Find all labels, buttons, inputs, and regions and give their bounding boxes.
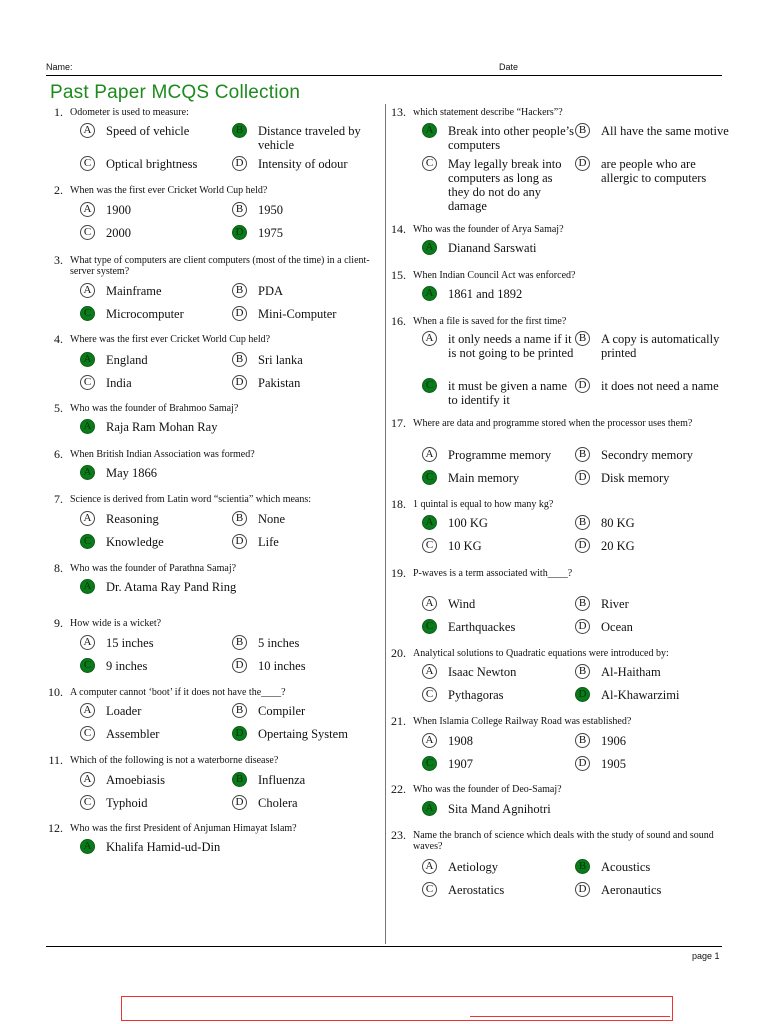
option-text: 2000	[106, 226, 131, 240]
option-d[interactable]	[232, 157, 383, 171]
option-a[interactable]	[422, 516, 576, 530]
option-d[interactable]	[575, 757, 729, 771]
option-text: May legally break into computers as long as they do not do any damage	[448, 157, 562, 213]
option-b[interactable]	[575, 124, 729, 138]
answer-bubble[interactable]: C	[80, 726, 95, 741]
answer-bubble[interactable]: D	[575, 156, 590, 171]
question-1	[41, 106, 381, 119]
option-d[interactable]	[575, 471, 729, 485]
option-text: it must be given a name to identify it	[448, 379, 568, 407]
option-c[interactable]	[422, 883, 576, 897]
option-text: Disk memory	[601, 471, 670, 485]
option-c[interactable]	[422, 757, 576, 771]
answer-bubble[interactable]: D	[575, 687, 590, 702]
option-a[interactable]	[80, 840, 256, 854]
option-b[interactable]	[575, 597, 729, 611]
answer-bubble[interactable]: A	[422, 331, 437, 346]
header-rule	[46, 75, 722, 76]
answer-bubble[interactable]: D	[575, 619, 590, 634]
question-21	[384, 715, 714, 728]
question-19	[384, 567, 714, 580]
answer-bubble[interactable]: B	[575, 515, 590, 530]
answer-bubble[interactable]: A	[422, 123, 437, 138]
option-d[interactable]	[575, 539, 729, 553]
question-number: 20.	[391, 646, 406, 660]
option-b[interactable]	[232, 512, 383, 526]
option-text: 15 inches	[106, 636, 154, 650]
answer-bubble[interactable]: C	[422, 882, 437, 897]
question-text: P-waves is a term associated with____?	[413, 568, 573, 579]
question-text: Who was the founder of Arya Samaj?	[413, 224, 564, 235]
question-4	[41, 333, 381, 346]
answer-bubble[interactable]: D	[575, 538, 590, 553]
question-text: How wide is a wicket?	[70, 618, 162, 629]
option-a[interactable]	[422, 287, 598, 301]
answer-bubble[interactable]: B	[232, 123, 247, 138]
option-d[interactable]	[232, 376, 383, 390]
option-a[interactable]	[422, 448, 576, 462]
answer-bubble[interactable]: B	[232, 202, 247, 217]
question-number: 8.	[54, 561, 63, 575]
option-d[interactable]	[575, 620, 729, 634]
option-c[interactable]	[422, 620, 576, 634]
question-16	[384, 315, 714, 328]
date-label: Date	[499, 62, 519, 72]
answer-bubble[interactable]: C	[80, 225, 95, 240]
option-b[interactable]	[232, 773, 383, 787]
option-text: 1861 and 1892	[448, 287, 523, 301]
option-text: 1950	[258, 203, 283, 217]
question-8	[41, 562, 381, 575]
answer-bubble[interactable]: D	[232, 375, 247, 390]
red-underline	[470, 1016, 670, 1017]
question-number: 19.	[391, 566, 406, 580]
option-text: 5 inches	[258, 636, 300, 650]
answer-bubble[interactable]: A	[422, 733, 437, 748]
question-number: 2.	[54, 183, 63, 197]
answer-bubble[interactable]: D	[575, 378, 590, 393]
red-box	[121, 996, 673, 1021]
answer-bubble[interactable]: A	[80, 511, 95, 526]
answer-bubble[interactable]: C	[80, 306, 95, 321]
option-text: River	[601, 597, 629, 611]
option-a[interactable]	[80, 203, 231, 217]
option-b[interactable]	[575, 516, 729, 530]
option-d[interactable]	[575, 157, 729, 185]
option-text: 1905	[601, 757, 626, 771]
answer-bubble[interactable]: A	[422, 859, 437, 874]
option-text: India	[106, 376, 132, 390]
answer-bubble[interactable]: A	[422, 447, 437, 462]
option-text: Influenza	[258, 773, 306, 787]
option-text: Break into other people’s computers	[448, 124, 575, 152]
question-number: 10.	[48, 685, 63, 699]
question-20	[384, 647, 714, 660]
option-text: Al-Khawarzimi	[601, 688, 680, 702]
question-6	[41, 448, 381, 461]
answer-bubble[interactable]: A	[80, 419, 95, 434]
question-number: 1.	[54, 105, 63, 119]
answer-bubble[interactable]: C	[422, 619, 437, 634]
answer-bubble[interactable]: A	[422, 286, 437, 301]
question-text: Who was the founder of Deo-Samaj?	[413, 784, 562, 795]
answer-bubble[interactable]: A	[80, 703, 95, 718]
option-b[interactable]	[575, 734, 729, 748]
question-10	[41, 686, 381, 699]
question-number: 17.	[391, 416, 406, 430]
option-c[interactable]	[80, 226, 231, 240]
answer-bubble[interactable]: B	[575, 859, 590, 874]
option-a[interactable]	[80, 773, 231, 787]
question-number: 9.	[54, 616, 63, 630]
option-b[interactable]	[232, 636, 383, 650]
answer-bubble[interactable]: D	[232, 306, 247, 321]
option-b[interactable]	[232, 284, 383, 298]
answer-bubble[interactable]: D	[232, 795, 247, 810]
option-a[interactable]	[80, 512, 231, 526]
option-b[interactable]	[575, 665, 729, 679]
option-d[interactable]	[232, 659, 383, 673]
option-text: Mini-Computer	[258, 307, 337, 321]
option-a[interactable]	[80, 284, 231, 298]
answer-bubble[interactable]: B	[575, 664, 590, 679]
question-text: Where was the first ever Cricket World Cup held?	[70, 334, 271, 345]
answer-bubble[interactable]: A	[422, 801, 437, 816]
option-d[interactable]	[232, 535, 383, 549]
question-number: 3.	[54, 253, 63, 267]
option-text: None	[258, 512, 286, 526]
option-d[interactable]	[232, 226, 383, 240]
option-text: May 1866	[106, 466, 158, 480]
question-number: 6.	[54, 447, 63, 461]
option-text: 9 inches	[106, 659, 148, 673]
question-number: 14.	[391, 222, 406, 236]
answer-bubble[interactable]: A	[80, 635, 95, 650]
option-d[interactable]	[575, 379, 729, 393]
question-5	[41, 402, 381, 415]
question-text: Name the branch of science which deals with the study of sound and sound waves?	[413, 830, 714, 852]
answer-bubble[interactable]: A	[80, 123, 95, 138]
question-text: Odometer is used to measure:	[70, 107, 189, 118]
answer-bubble[interactable]: D	[575, 756, 590, 771]
option-text: Sri lanka	[258, 353, 303, 367]
option-b[interactable]	[232, 353, 383, 367]
answer-bubble[interactable]: A	[422, 596, 437, 611]
option-c[interactable]	[80, 307, 231, 321]
option-text: Speed of vehicle	[106, 124, 190, 138]
answer-bubble[interactable]: B	[232, 511, 247, 526]
answer-bubble[interactable]: C	[80, 375, 95, 390]
option-text: Intensity of odour	[258, 157, 348, 171]
answer-bubble[interactable]: A	[80, 579, 95, 594]
option-text: Earthquackes	[448, 620, 516, 634]
option-b[interactable]	[575, 860, 729, 874]
question-number: 7.	[54, 492, 63, 506]
question-number: 5.	[54, 401, 63, 415]
option-text: Pakistan	[258, 376, 301, 390]
answer-bubble[interactable]: C	[422, 687, 437, 702]
question-text: Who was the founder of Brahmoo Samaj?	[70, 403, 239, 414]
answer-bubble[interactable]: B	[232, 352, 247, 367]
option-a[interactable]	[422, 332, 576, 360]
option-a[interactable]	[422, 665, 576, 679]
option-text: Main memory	[448, 471, 520, 485]
question-18	[384, 498, 714, 511]
option-text: Loader	[106, 704, 142, 718]
answer-bubble[interactable]: A	[80, 772, 95, 787]
answer-bubble[interactable]: A	[80, 465, 95, 480]
option-b[interactable]	[575, 448, 729, 462]
option-b[interactable]	[232, 124, 383, 152]
question-12	[41, 822, 381, 835]
option-text: Acoustics	[601, 860, 651, 874]
option-text: A copy is automatically printed	[601, 332, 720, 360]
name-label: Name:	[46, 62, 73, 72]
answer-bubble[interactable]: B	[232, 772, 247, 787]
answer-bubble[interactable]: C	[80, 795, 95, 810]
option-text: Distance traveled by vehicle	[258, 124, 361, 152]
option-c[interactable]	[80, 727, 231, 741]
option-d[interactable]	[575, 688, 729, 702]
option-c[interactable]	[422, 688, 576, 702]
option-text: Programme memory	[448, 448, 552, 462]
option-d[interactable]	[232, 307, 383, 321]
option-text: 1908	[448, 734, 473, 748]
option-text: Dianand Sarswati	[448, 241, 537, 255]
option-text: Raja Ram Mohan Ray	[106, 420, 218, 434]
option-c[interactable]	[80, 376, 231, 390]
option-text: Ocean	[601, 620, 633, 634]
answer-bubble[interactable]: C	[422, 156, 437, 171]
option-text: Knowledge	[106, 535, 164, 549]
option-text: Reasoning	[106, 512, 159, 526]
answer-bubble[interactable]: B	[232, 283, 247, 298]
option-a[interactable]	[422, 802, 598, 816]
option-d[interactable]	[232, 796, 383, 810]
option-text: Aeronautics	[601, 883, 662, 897]
option-a[interactable]	[80, 124, 231, 138]
option-a[interactable]	[422, 597, 576, 611]
option-text: Optical brightness	[106, 157, 198, 171]
question-number: 11.	[48, 753, 63, 767]
option-a[interactable]	[422, 124, 576, 152]
option-c[interactable]	[422, 379, 576, 407]
option-text: it does not need a name	[601, 379, 719, 393]
option-a[interactable]	[80, 420, 256, 434]
option-text: Typhoid	[106, 796, 148, 810]
option-text: 1906	[601, 734, 626, 748]
question-number: 21.	[391, 714, 406, 728]
option-text: Dr. Atama Ray Pand Ring	[106, 580, 237, 594]
option-text: Mainframe	[106, 284, 162, 298]
answer-bubble[interactable]: A	[422, 515, 437, 530]
option-c[interactable]	[80, 659, 231, 673]
option-text: PDA	[258, 284, 284, 298]
option-text: Secondry memory	[601, 448, 693, 462]
option-text: 10 KG	[448, 539, 482, 553]
answer-bubble[interactable]: D	[232, 658, 247, 673]
option-text: All have the same motive	[601, 124, 729, 138]
option-c[interactable]	[80, 157, 231, 171]
question-7	[41, 493, 381, 506]
option-d[interactable]	[232, 727, 383, 741]
answer-bubble[interactable]: D	[232, 534, 247, 549]
answer-bubble[interactable]: C	[422, 470, 437, 485]
question-number: 18.	[391, 497, 406, 511]
question-15	[384, 269, 714, 282]
question-23	[384, 829, 714, 852]
question-9	[41, 617, 381, 630]
answer-bubble[interactable]: A	[80, 839, 95, 854]
question-number: 4.	[54, 332, 63, 346]
option-text: Khalifa Hamid-ud-Din	[106, 840, 221, 854]
page-title: Past Paper MCQS Collection	[50, 82, 301, 103]
question-14	[384, 223, 714, 236]
option-text: Sita Mand Agnihotri	[448, 802, 551, 816]
option-text: Opertaing System	[258, 727, 348, 741]
answer-bubble[interactable]: C	[80, 658, 95, 673]
option-c[interactable]	[80, 796, 231, 810]
option-a[interactable]	[80, 466, 256, 480]
answer-bubble[interactable]: C	[422, 378, 437, 393]
option-text: 100 KG	[448, 516, 488, 530]
question-text: Who was the first President of Anjuman Himayat Islam?	[70, 823, 297, 834]
answer-bubble[interactable]: C	[80, 534, 95, 549]
question-17	[384, 417, 714, 430]
option-text: 80 KG	[601, 516, 635, 530]
option-text: Aerostatics	[448, 883, 505, 897]
option-text: 20 KG	[601, 539, 635, 553]
option-text: Amoebiasis	[106, 773, 166, 787]
question-text: When was the first ever Cricket World Cup held?	[70, 185, 268, 196]
answer-bubble[interactable]: B	[232, 635, 247, 650]
option-b[interactable]	[232, 704, 383, 718]
option-c[interactable]	[422, 471, 576, 485]
option-c[interactable]	[80, 535, 231, 549]
question-text: Science is derived from Latin word “scientia” which means:	[70, 494, 312, 505]
option-text: Microcomputer	[106, 307, 184, 321]
option-a[interactable]	[80, 704, 231, 718]
answer-bubble[interactable]: B	[575, 123, 590, 138]
question-text: Which of the following is not a waterborne disease?	[70, 755, 279, 766]
question-text: A computer cannot ‘boot’ if it does not have the____?	[70, 687, 286, 698]
question-text: When Indian Council Act was enforced?	[413, 270, 576, 281]
answer-bubble[interactable]: D	[232, 156, 247, 171]
answer-bubble[interactable]: B	[575, 447, 590, 462]
answer-bubble[interactable]: B	[575, 733, 590, 748]
footer-rule	[46, 946, 722, 947]
answer-bubble[interactable]: A	[422, 240, 437, 255]
option-text: Assembler	[106, 727, 160, 741]
question-text: When a file is saved for the first time?	[413, 316, 567, 327]
answer-bubble[interactable]: A	[422, 664, 437, 679]
answer-bubble[interactable]: B	[232, 703, 247, 718]
page-number: page 1	[692, 951, 720, 961]
answer-bubble[interactable]: A	[80, 202, 95, 217]
option-a[interactable]	[80, 353, 231, 367]
answer-bubble[interactable]: B	[575, 331, 590, 346]
option-a[interactable]	[422, 860, 576, 874]
question-number: 13.	[391, 105, 406, 119]
question-number: 23.	[391, 828, 406, 842]
option-text: Aetiology	[448, 860, 498, 874]
option-a[interactable]	[422, 734, 576, 748]
option-text: Life	[258, 535, 279, 549]
option-text: 10 inches	[258, 659, 306, 673]
option-text: Isaac Newton	[448, 665, 517, 679]
option-c[interactable]	[422, 157, 576, 213]
question-text: When British Indian Association was formed?	[70, 449, 255, 460]
option-text: Pythagoras	[448, 688, 504, 702]
option-text: 1900	[106, 203, 131, 217]
option-text: 1907	[448, 757, 473, 771]
question-11	[41, 754, 381, 767]
option-b[interactable]	[232, 203, 383, 217]
option-text: Al-Haitham	[601, 665, 661, 679]
option-d[interactable]	[575, 883, 729, 897]
answer-bubble[interactable]: C	[422, 756, 437, 771]
option-text: 1975	[258, 226, 283, 240]
question-number: 22.	[391, 782, 406, 796]
option-text: England	[106, 353, 148, 367]
answer-bubble[interactable]: B	[575, 596, 590, 611]
question-text: When Islamia College Railway Road was established?	[413, 716, 632, 727]
question-number: 16.	[391, 314, 406, 328]
question-3	[41, 254, 381, 277]
answer-bubble[interactable]: D	[575, 882, 590, 897]
option-a[interactable]	[80, 636, 231, 650]
question-22	[384, 783, 714, 796]
option-text: Compiler	[258, 704, 306, 718]
question-text: Where are data and programme stored when the processor uses them?	[413, 418, 693, 429]
answer-bubble[interactable]: A	[80, 352, 95, 367]
option-text: it only needs a name if it is not going to be printed	[448, 332, 574, 360]
answer-bubble[interactable]: A	[80, 283, 95, 298]
answer-bubble[interactable]: D	[232, 726, 247, 741]
question-text: which statement describe “Hackers”?	[413, 107, 563, 118]
question-2	[41, 184, 381, 197]
option-a[interactable]	[80, 580, 256, 594]
answer-bubble[interactable]: C	[80, 156, 95, 171]
question-13	[384, 106, 714, 119]
answer-bubble[interactable]: D	[575, 470, 590, 485]
option-text: Wind	[448, 597, 476, 611]
option-b[interactable]	[575, 332, 729, 360]
question-text: Who was the founder of Parathna Samaj?	[70, 563, 237, 574]
answer-bubble[interactable]: D	[232, 225, 247, 240]
option-text: Cholera	[258, 796, 298, 810]
question-number: 12.	[48, 821, 63, 835]
question-text: What type of computers are client computers (most of the time) in a client-server system?	[70, 255, 370, 277]
answer-bubble[interactable]: C	[422, 538, 437, 553]
question-text: Analytical solutions to Quadratic equations were introduced by:	[413, 648, 669, 659]
option-c[interactable]	[422, 539, 576, 553]
question-number: 15.	[391, 268, 406, 282]
option-text: are people who are allergic to computers	[601, 157, 707, 185]
question-text: 1 quintal is equal to how many kg?	[413, 499, 554, 510]
option-a[interactable]	[422, 241, 598, 255]
